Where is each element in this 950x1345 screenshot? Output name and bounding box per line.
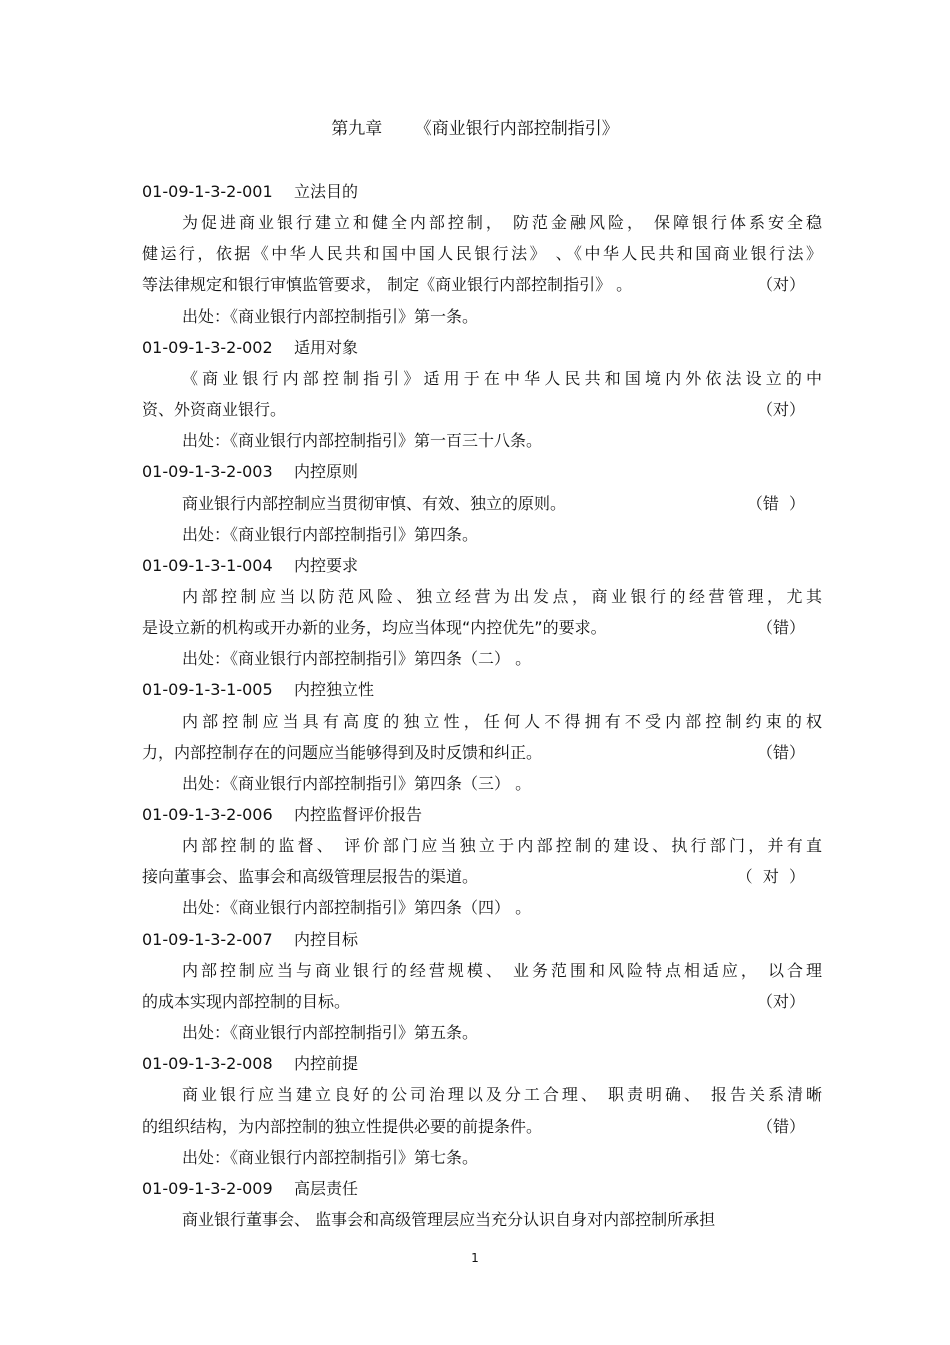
source-reference: 出处：《商业银行内部控制指引》第五条。 — [182, 1023, 479, 1043]
question-text-line: 接向董事会、监事会和高级管理层报告的渠道。 — [142, 867, 479, 887]
question-code: 01-09-1-3-2-008 — [142, 1054, 273, 1074]
question-code: 01-09-1-3-2-001 — [142, 182, 273, 201]
source-reference: 出处：《商业银行内部控制指引》第四条。 — [182, 524, 479, 544]
answer-mark: （错） — [756, 742, 805, 762]
question-text-line: 为促进商业银行建立和健全内部控制， 防范金融风险， 保障银行体系安全稳 — [182, 213, 822, 233]
question-text-line: 内部控制的监督、 评价部门应当独立于内部控制的建设、执行部门，并有直 — [182, 836, 822, 856]
answer-mark: （对） — [756, 400, 805, 420]
question-text-line: 的组织结构，为内部控制的独立性提供必要的前提条件。 — [142, 1116, 543, 1136]
question-code: 01-09-1-3-2-007 — [142, 929, 273, 949]
question-heading — [142, 1177, 822, 1201]
page-number: 1 — [471, 1251, 479, 1265]
answer-mark: （对） — [756, 991, 805, 1011]
question-topic: 内控目标 — [294, 929, 359, 949]
question-topic: 内控监督评价报告 — [294, 805, 423, 824]
answer-mark: （ 对 ） — [736, 867, 805, 887]
source-reference: 出处：《商业银行内部控制指引》第七条。 — [182, 1147, 479, 1167]
question-heading — [142, 460, 822, 484]
question-text-line: 力，内部控制存在的问题应当能够得到及时反馈和纠正。 — [142, 742, 543, 762]
question-text-line: 商业银行董事会、 监事会和高级管理层应当充分认识自身对内部控制所承担 — [182, 1209, 716, 1229]
question-heading — [142, 678, 822, 702]
question-topic: 内控独立性 — [294, 680, 375, 700]
answer-mark: （对） — [756, 275, 805, 295]
question-text-line: 的成本实现内部控制的目标。 — [142, 991, 351, 1011]
question-topic: 内控要求 — [294, 555, 359, 575]
question-code: 01-09-1-3-1-005 — [142, 680, 273, 700]
question-heading — [142, 803, 822, 827]
question-heading — [142, 928, 822, 952]
question-text-line: 健运行，依据《中华人民共和国中国人民银行法》 、《中华人民共和国商业银行法》 — [142, 244, 822, 264]
question-code: 01-09-1-3-1-004 — [142, 555, 273, 575]
question-code: 01-09-1-3-2-002 — [142, 337, 273, 357]
question-text-line: 商业银行应当建立良好的公司治理以及分工合理、 职责明确、 报告关系清晰 — [182, 1085, 822, 1105]
source-reference: 出处：《商业银行内部控制指引》第一条。 — [182, 306, 479, 326]
answer-mark: （错） — [756, 1116, 805, 1136]
question-text-line: 内部控制应当与商业银行的经营规模、 业务范围和风险特点相适应， 以合理 — [182, 960, 822, 980]
question-text-line: 《商业银行内部控制指引》适用于在中华人民共和国境内外依法设立的中 — [182, 368, 822, 388]
answer-mark: （错） — [756, 618, 805, 638]
source-reference: 出处：《商业银行内部控制指引》第四条（三） 。 — [182, 773, 532, 793]
answer-mark: （错 ） — [746, 493, 805, 513]
chapter-title: 第九章 《商业银行内部控制指引》 — [331, 119, 619, 139]
question-text-line: 内部控制应当具有高度的独立性，任何人不得拥有不受内部控制约束的权 — [182, 711, 822, 731]
question-text-line: 等法律规定和银行审慎监管要求， 制定《商业银行内部控制指引》 。 — [142, 275, 633, 295]
question-text-line: 内部控制应当以防范风险、独立经营为出发点，商业银行的经营管理，尤其 — [182, 586, 822, 606]
question-heading — [142, 180, 822, 204]
question-text-line: 是设立新的机构或开办新的业务，均应当体现“内控优先”的要求。 — [142, 618, 607, 638]
question-topic: 内控前提 — [294, 1054, 359, 1074]
source-reference: 出处：《商业银行内部控制指引》第一百三十八条。 — [182, 431, 543, 451]
question-code: 01-09-1-3-2-006 — [142, 805, 273, 824]
question-topic: 内控原则 — [294, 462, 359, 482]
source-reference: 出处：《商业银行内部控制指引》第四条（二） 。 — [182, 649, 532, 669]
question-topic: 适用对象 — [294, 337, 359, 357]
question-topic: 高层责任 — [294, 1178, 359, 1198]
question-text-line: 商业银行内部控制应当贯彻审慎、有效、独立的原则。 — [182, 493, 567, 513]
question-text-line: 资、外资商业银行。 — [142, 400, 287, 420]
source-reference: 出处：《商业银行内部控制指引》第四条（四） 。 — [182, 898, 532, 918]
question-heading — [142, 554, 822, 578]
question-heading — [142, 1052, 822, 1076]
question-heading — [142, 336, 822, 360]
question-code: 01-09-1-3-2-003 — [142, 462, 273, 482]
question-code: 01-09-1-3-2-009 — [142, 1178, 273, 1198]
question-topic: 立法目的 — [294, 182, 359, 201]
